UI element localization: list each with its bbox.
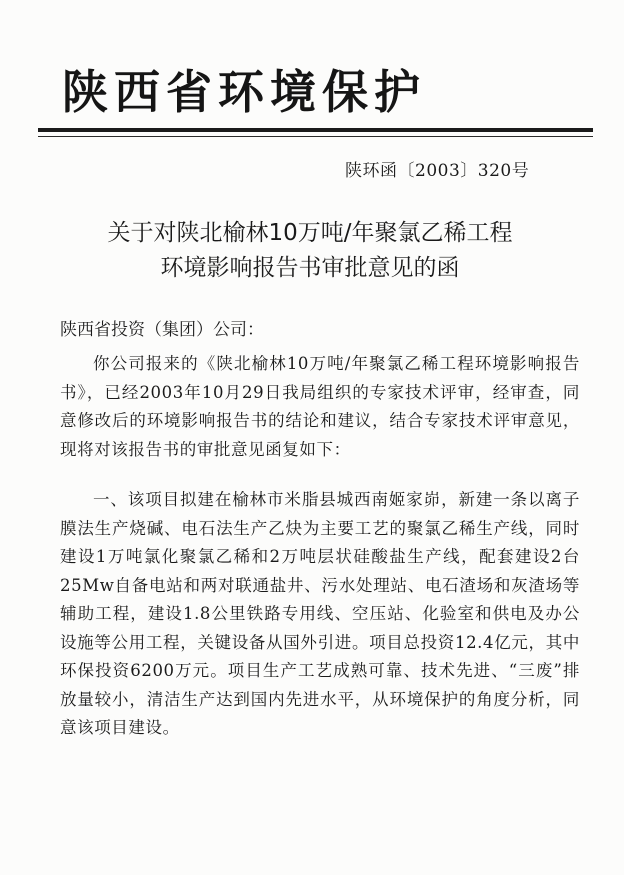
document-title-line-1: 关于对陕北榆林10万吨/年聚氯乙稀工程 (107, 220, 513, 246)
body-paragraph-1: 你公司报来的《陕北榆林10万吨/年聚氯乙稀工程环境影响报告书》，已经2003年10月29日我局组织的专家技术评审，经审查，同意修改后的环境影响报告书的结论和建议，结合专家技术评审意见，现将对该报告书的审批意见函复如下： (60, 354, 580, 459)
document-title-line-2: 环境影响报告书审批意见的函 (160, 255, 460, 281)
body-paragraph-2: 一、该项目拟建在榆林市米脂县城西南姬家峁，新建一条以离子膜法生产烧碱、电石法生产乙炔为主要工艺的聚氯乙稀生产线，同时建设1万吨氯化聚氯乙稀和2万吨层状硅酸盐生产线，配套建设2台25Mw自备电站和两对联通盐井、污水处理站、电石渣场和灰渣场等辅助工程，建设1.8公里铁路专用线、空压站、化验室和供电及办公设施等公用工程，关键设备从国外引进。项目总投资12.4亿元，其中环保投资6200万元。项目生产工艺成熟可靠、技术先进、“三废”排放量较小，清洁生产达到国内先进水平，从环境保护的角度分析，同意该项目建设。 (60, 490, 580, 737)
addressee: 陕西省投资（集团）公司： (60, 320, 264, 340)
letterhead-title: 陕西省环境保护 (62, 65, 426, 119)
letterhead-thick-rule (38, 128, 593, 132)
letterhead-thin-rule (38, 136, 593, 137)
document-number: 陕环函〔2003〕320号 (345, 161, 530, 181)
